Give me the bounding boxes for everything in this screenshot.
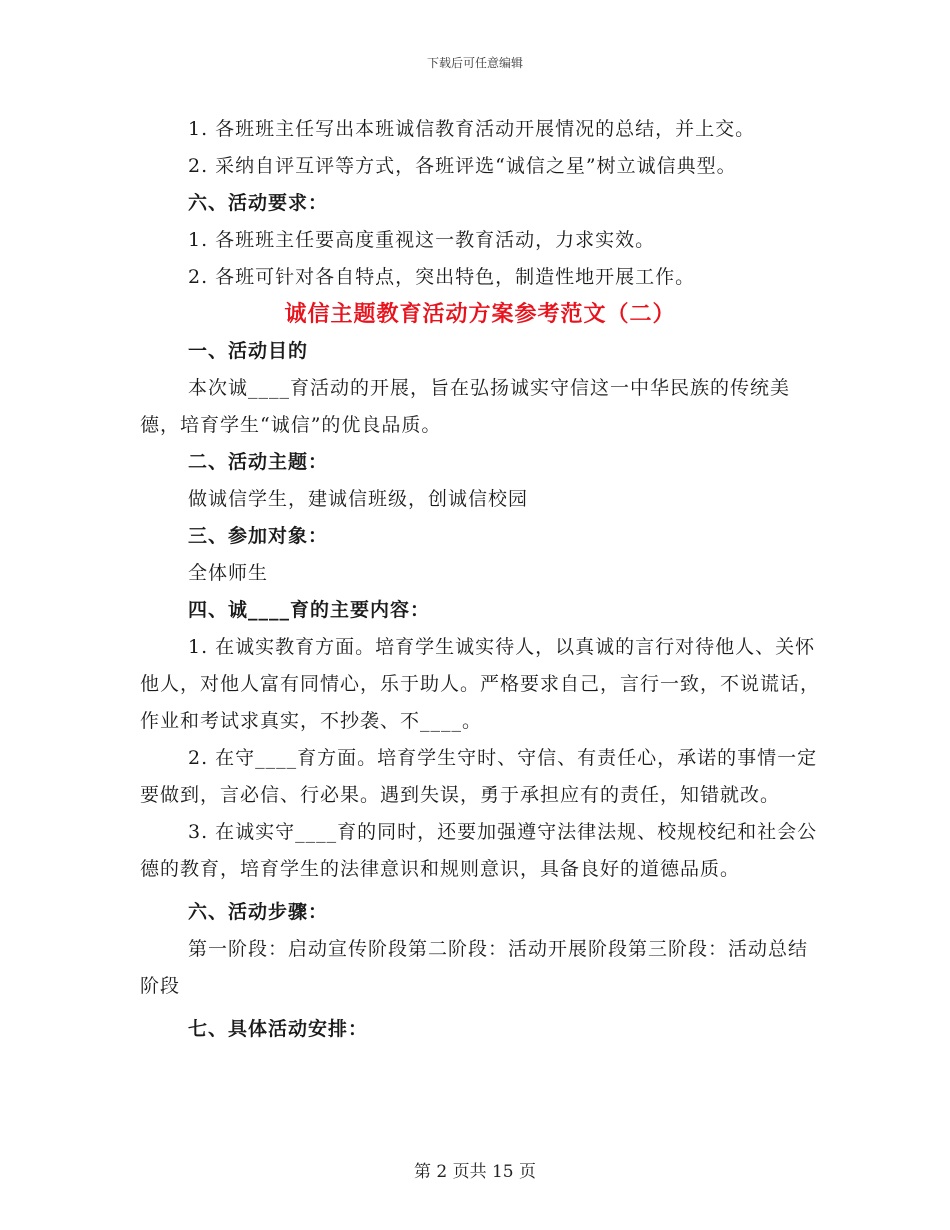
- paragraph-requirement-2: 2. 各班可针对各自特点，突出特色，制造性地开展工作。: [188, 266, 696, 288]
- heading-purpose: 一、活动目的: [188, 340, 309, 362]
- page-footer: 第 2 页共 15 页: [413, 1162, 537, 1182]
- paragraph-theme: 做诚信学生，建诚信班级，创诚信校园: [188, 488, 529, 510]
- paragraph-requirement-1: 1. 各班班主任要高度重视这一教育活动，力求实效。: [188, 229, 656, 251]
- paragraph-participants: 全体师生: [188, 562, 269, 584]
- heading-arrangement: 七、具体活动安排：: [188, 1018, 369, 1040]
- paragraph-content-3: 3. 在诚实守____育的同时，还要加强遵守法律法规、校规校纪和社会公德的教育，培育学生的法律意识和规则意识，具备良好的道德品质。: [140, 821, 818, 880]
- heading-requirements: 六、活动要求：: [188, 192, 329, 214]
- heading-content: 四、诚____育的主要内容：: [188, 599, 431, 621]
- heading-steps: 六、活动步骤：: [188, 901, 329, 923]
- document-body: [140, 111, 820, 1048]
- page-header: 下载后可任意编辑: [426, 56, 523, 70]
- paragraph-evaluation: 2. 采纳自评互评等方式，各班评选“诚信之星”树立诚信典型。: [188, 155, 737, 177]
- paragraph-steps: 第一阶段：启动宣传阶段第二阶段：活动开展阶段第三阶段：活动总结阶段: [140, 938, 809, 997]
- heading-participants: 三、参加对象：: [188, 525, 329, 547]
- paragraph-purpose: 本次诚____育活动的开展，旨在弘扬诚实守信这一中华民族的传统美德，培育学生“诚信”的优良品质。: [140, 377, 791, 436]
- paragraph-content-2: 2. 在守____育方面。培育学生守时、守信、有责任心，承诺的事情一定要做到，言必信、行必果。遇到失误，勇于承担应有的责任，知错就改。: [140, 747, 818, 806]
- paragraph-summary: 1. 各班班主任写出本班诚信教育活动开展情况的总结，并上交。: [188, 118, 756, 140]
- heading-theme: 二、活动主题：: [188, 451, 329, 473]
- paragraph-content-1: 1. 在诚实教育方面。培育学生诚实待人，以真诚的言行对待他人、关怀他人，对他人富有同情心，乐于助人。严格要求自己，言行一致，不说谎话，作业和考试求真实，不抄袭、不____。: [140, 636, 821, 732]
- document-title: 诚信主题教育活动方案参考范文（二）: [284, 302, 676, 327]
